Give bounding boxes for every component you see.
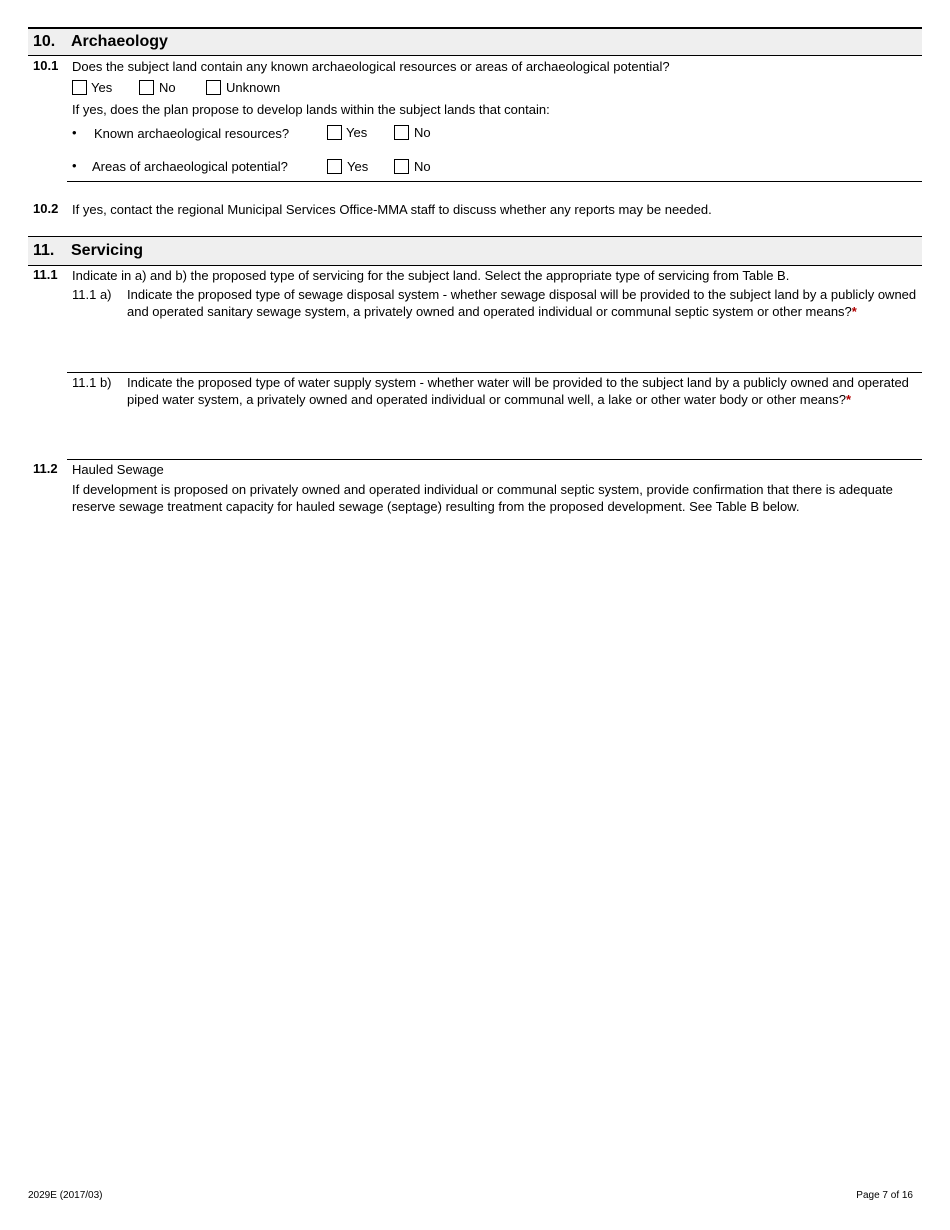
required-marker: * (851, 304, 857, 319)
bullet-icon: • (72, 158, 77, 173)
option-10-1-unknown: Unknown (226, 80, 281, 95)
option-10-1-yes: Yes (91, 80, 113, 95)
potential-areas-label: Areas of archaeological potential? (92, 159, 288, 174)
known-resources-yes-label: Yes (346, 125, 368, 140)
section-11-header (28, 236, 922, 266)
section-10-header (28, 27, 922, 56)
option-10-1-no: No (159, 80, 176, 95)
known-resources-no-label: No (414, 125, 431, 140)
required-marker: * (846, 392, 852, 407)
question-10-1-followup: If yes, does the plan propose to develop lands within the subject lands that contain: (72, 102, 550, 117)
divider-11-1a (67, 372, 922, 373)
potential-areas-yes-label: Yes (347, 159, 369, 174)
question-10-1-text: Does the subject land contain any known archaeological resources or areas of archaeological potential? (72, 59, 670, 74)
checkbox-potential-areas-no[interactable] (394, 159, 409, 174)
bullet-icon: • (72, 125, 77, 140)
question-11-1b-label: 11.1 b) (72, 375, 112, 390)
checkbox-potential-areas-yes[interactable] (327, 159, 342, 174)
checkbox-known-resources-yes[interactable] (327, 125, 342, 140)
form-id: 2029E (2017/03) (28, 1190, 103, 1201)
question-10-2-number: 10.2 (33, 201, 59, 216)
divider-10-1 (67, 181, 922, 182)
checkbox-10-1-yes[interactable] (72, 80, 87, 95)
question-10-1-number: 10.1 (33, 58, 59, 73)
section-10-number: 10. (33, 33, 56, 50)
section-11-title: Servicing (71, 242, 144, 259)
checkbox-known-resources-no[interactable] (394, 125, 409, 140)
question-11-1a-body: Indicate the proposed type of sewage disposal system - whether sewage disposal will be provided to the subject land by a publicly owned and operated sanitary sewage system, a privately owned and operated individual or communal septic system or other means? (127, 287, 917, 319)
question-11-2-text: If development is proposed on privately owned and operated individual or communal septic system, provide confirmation that there is adequate reserve sewage treatment capacity for hauled sewage (septage) resulting from the proposed development. See Table B below. (72, 482, 893, 514)
question-11-1a-text (127, 286, 922, 320)
page-number: Page 7 of 16 (856, 1190, 913, 1201)
question-11-1-number: 11.1 (33, 267, 58, 282)
checkbox-10-1-unknown[interactable] (206, 80, 221, 95)
question-11-1b-body: Indicate the proposed type of water supply system - whether water will be provided to the subject land by a publicly owned and operated piped water system, a privately owned and operated individual or communal well, a lake or other water body or other means? (127, 375, 909, 407)
divider-11-1b (67, 459, 922, 460)
checkbox-10-1-no[interactable] (139, 80, 154, 95)
known-resources-label: Known archaeological resources? (94, 126, 290, 141)
potential-areas-no-label: No (414, 159, 431, 174)
section-10-title: Archaeology (71, 33, 168, 50)
question-11-1a-label: 11.1 a) (72, 287, 112, 302)
question-11-2-title: Hauled Sewage (72, 462, 164, 477)
section-11-number: 11. (33, 242, 55, 259)
question-11-1b-text (127, 374, 922, 408)
question-10-2-text: If yes, contact the regional Municipal Services Office-MMA staff to discuss whether any reports may be needed. (72, 202, 712, 217)
question-11-1-text: Indicate in a) and b) the proposed type of servicing for the subject land. Select the appropriate type of servicing from Table B. (72, 268, 790, 283)
question-11-2-number: 11.2 (33, 461, 58, 476)
